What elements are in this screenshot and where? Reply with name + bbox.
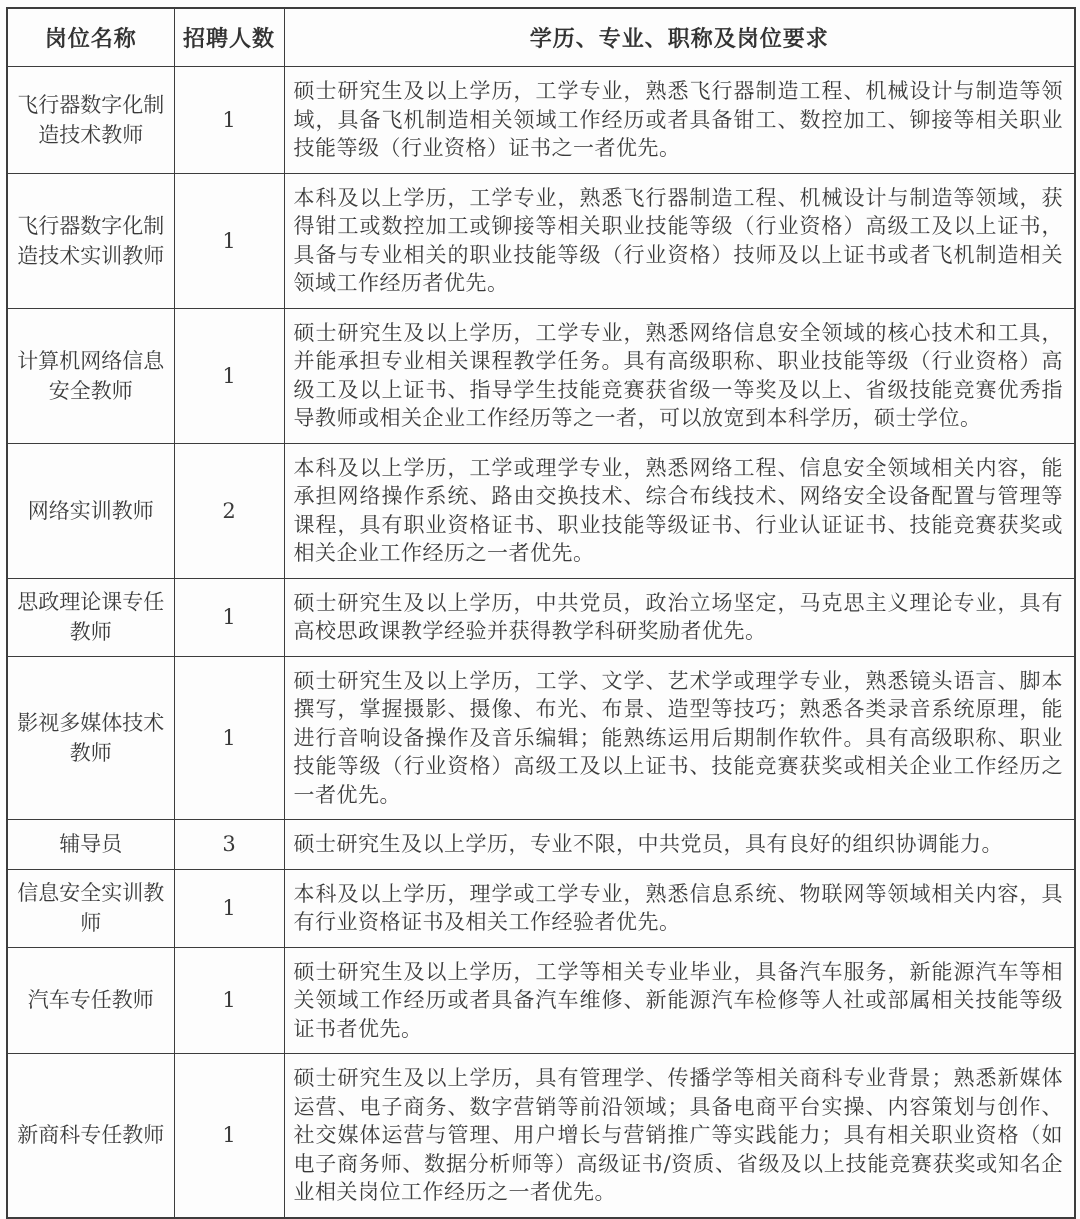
- position-cell: 飞行器数字化制造技术教师: [7, 67, 174, 174]
- count-cell: 1: [174, 947, 284, 1054]
- count-cell: 1: [174, 1054, 284, 1218]
- requirements-cell: 本科及以上学历，工学或理学专业，熟悉网络工程、信息安全领域相关内容，能承担网络操作系统、路由交换技术、综合布线技术、网络安全设备配置与管理等课程，具有职业资格证书、职业技能等级证书、行业认证证书、技能竞赛获奖或相关企业工作经历之一者优先。: [284, 443, 1075, 578]
- requirements-cell: 硕士研究生及以上学历，工学等相关专业毕业，具备汽车服务，新能源汽车等相关领域工作经历或者具备汽车维修、新能源汽车检修等人社或部属相关技能等级证书者优先。: [284, 947, 1075, 1054]
- position-cell: 信息安全实训教师: [7, 869, 174, 947]
- count-cell: 1: [174, 173, 284, 308]
- position-cell: 汽车专任教师: [7, 947, 174, 1054]
- position-cell: 影视多媒体技术教师: [7, 656, 174, 820]
- count-cell: 1: [174, 67, 284, 174]
- count-cell: 3: [174, 820, 284, 870]
- requirements-cell: 硕士研究生及以上学历，专业不限，中共党员，具有良好的组织协调能力。: [284, 820, 1075, 870]
- table-row: [7, 578, 1075, 656]
- table-row: [7, 869, 1075, 947]
- count-cell: 2: [174, 443, 284, 578]
- recruitment-table: [6, 7, 1076, 1219]
- count-cell: 1: [174, 578, 284, 656]
- table-row: [7, 67, 1075, 174]
- table-row: [7, 820, 1075, 870]
- requirements-cell: 硕士研究生及以上学历，中共党员，政治立场坚定，马克思主义理论专业，具有高校思政课教学经验并获得教学科研奖励者优先。: [284, 578, 1075, 656]
- requirements-cell: 硕士研究生及以上学历，工学、文学、艺术学或理学专业，熟悉镜头语言、脚本撰写，掌握摄影、摄像、布光、布景、造型等技巧；熟悉各类录音系统原理，能进行音响设备操作及音乐编辑；能熟练运用后期制作软件。具有高级职称、职业技能等级（行业资格）高级工及以上证书、技能竞赛获奖或相关企业工作经历之一者优先。: [284, 656, 1075, 820]
- position-cell: 飞行器数字化制造技术实训教师: [7, 173, 174, 308]
- count-cell: 1: [174, 656, 284, 820]
- table-row: [7, 1054, 1075, 1218]
- count-cell: 1: [174, 308, 284, 443]
- header-row: [7, 8, 1075, 67]
- table-row: [7, 656, 1075, 820]
- table-row: [7, 443, 1075, 578]
- position-cell: 计算机网络信息安全教师: [7, 308, 174, 443]
- requirements-cell: 硕士研究生及以上学历，工学专业，熟悉飞行器制造工程、机械设计与制造等领域，具备飞机制造相关领域工作经历或者具备钳工、数控加工、铆接等相关职业技能等级（行业资格）证书之一者优先。: [284, 67, 1075, 174]
- requirements-cell: 本科及以上学历，理学或工学专业，熟悉信息系统、物联网等领域相关内容，具有行业资格证书及相关工作经验者优先。: [284, 869, 1075, 947]
- table-row: [7, 947, 1075, 1054]
- table-row: [7, 308, 1075, 443]
- header-requirements: 学历、专业、职称及岗位要求: [284, 8, 1075, 67]
- header-count: 招聘人数: [174, 8, 284, 67]
- position-cell: 思政理论课专任教师: [7, 578, 174, 656]
- requirements-cell: 硕士研究生及以上学历，具有管理学、传播学等相关商科专业背景；熟悉新媒体运营、电子商务、数字营销等前沿领域；具备电商平台实操、内容策划与创作、社交媒体运营与管理、用户增长与营销推广等实践能力；具有相关职业资格（如电子商务师、数据分析师等）高级证书/资质、省级及以上技能竞赛获奖或知名企业相关岗位工作经历之一者优先。: [284, 1054, 1075, 1218]
- position-cell: 辅导员: [7, 820, 174, 870]
- header-position: 岗位名称: [7, 8, 174, 67]
- position-cell: 网络实训教师: [7, 443, 174, 578]
- requirements-cell: 硕士研究生及以上学历，工学专业，熟悉网络信息安全领域的核心技术和工具，并能承担专业相关课程教学任务。具有高级职称、职业技能等级（行业资格）高级工及以上证书、指导学生技能竞赛获省级一等奖及以上、省级技能竞赛优秀指导教师或相关企业工作经历等之一者，可以放宽到本科学历，硕士学位。: [284, 308, 1075, 443]
- count-cell: 1: [174, 869, 284, 947]
- table-row: [7, 173, 1075, 308]
- requirements-cell: 本科及以上学历，工学专业，熟悉飞行器制造工程、机械设计与制造等领域，获得钳工或数控加工或铆接等相关职业技能等级（行业资格）高级工及以上证书，具备与专业相关的职业技能等级（行业资格）技师及以上证书或者飞机制造相关领域工作经历者优先。: [284, 173, 1075, 308]
- position-cell: 新商科专任教师: [7, 1054, 174, 1218]
